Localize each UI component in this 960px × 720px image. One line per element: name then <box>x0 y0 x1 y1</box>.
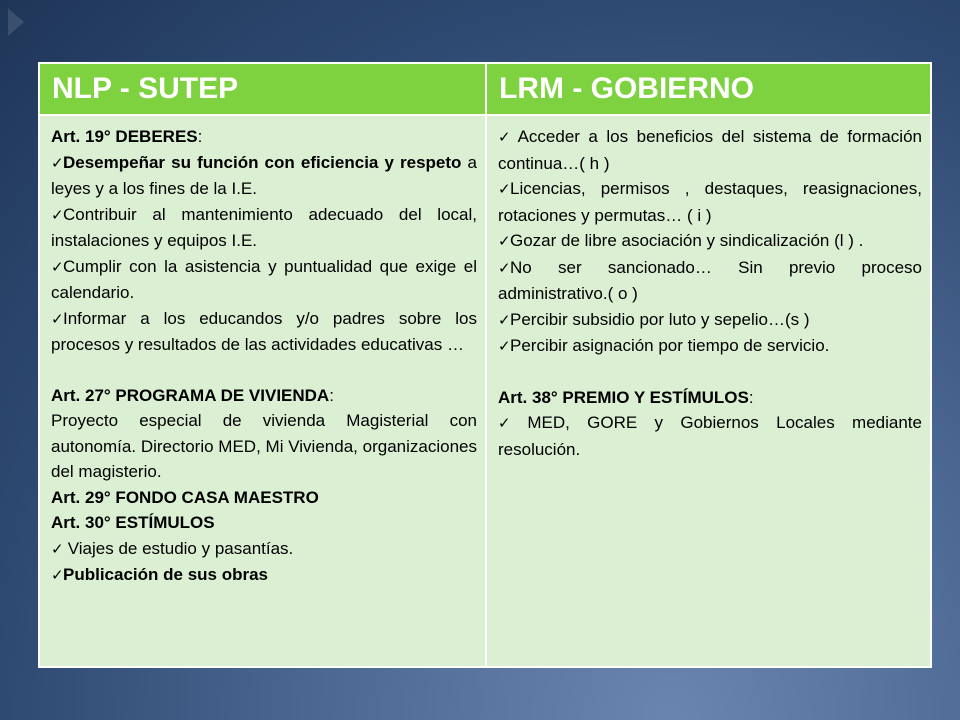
check-icon: ✓ <box>498 181 511 198</box>
list-item: ✓Contribuir al mantenimiento adecuado del local, instalaciones y equipos I.E. <box>51 204 477 250</box>
chevron-right-icon <box>0 0 50 60</box>
list-item: ✓ MED, GORE y Gobiernos Locales mediante resolución. <box>498 413 922 459</box>
art19-heading: Art. 19° DEBERES: <box>51 127 203 146</box>
check-icon: ✓ <box>498 415 511 432</box>
check-icon: ✓ <box>498 259 511 277</box>
art38-heading: Art. 38° PREMIO Y ESTÍMULOS: <box>498 387 754 407</box>
table-header-row <box>39 63 931 115</box>
rights-list <box>498 124 922 360</box>
list-item: ✓Informar a los educandos y/o padres sobre los procesos y resultados de las actividades educativas … <box>51 308 477 354</box>
check-icon: ✓ <box>51 154 64 172</box>
art27-heading: Art. 27° PROGRAMA DE VIVIENDA: <box>51 385 334 405</box>
nlp-sutep-cell <box>39 115 486 667</box>
list-item: ✓ Viajes de estudio y pasantías. <box>51 536 477 563</box>
check-icon: ✓ <box>51 567 64 584</box>
check-icon: ✓ <box>498 338 511 355</box>
list-item: ✓No ser sancionado… Sin previo proceso administrativo.( o ) <box>498 257 922 303</box>
check-icon: ✓ <box>498 233 511 250</box>
art27-text: Proyecto especial de vivienda Magisterial con autonomía. Directorio MED, Mi Vivienda, organizaciones del magisterio. <box>51 411 477 481</box>
list-item: ✓ Acceder a los beneficios del sistema de formación continua…( h ) <box>498 127 922 173</box>
check-icon: ✓ <box>51 540 64 558</box>
check-icon: ✓ <box>498 129 511 146</box>
list-item: ✓Gozar de libre asociación y sindicalización (l ) . <box>498 228 922 255</box>
lrm-gobierno-cell <box>486 115 931 667</box>
list-item: ✓Desempeñar su función con eficiencia y respeto a leyes y a los fines de la I.E. <box>51 152 477 198</box>
header-lrm-gobierno: LRM - GOBIERNO <box>486 63 931 115</box>
list-item: ✓Percibir subsidio por luto y sepelio…(s ) <box>498 307 922 334</box>
art30-list <box>51 536 477 589</box>
check-icon: ✓ <box>51 206 64 224</box>
art19-list <box>51 150 477 358</box>
list-item: ✓Percibir asignación por tiempo de servicio. <box>498 333 922 360</box>
header-nlp-sutep: NLP - SUTEP <box>39 63 486 115</box>
table-body-row <box>39 115 931 667</box>
list-item: ✓Licencias, permisos , destaques, reasignaciones, rotaciones y permutas… ( i ) <box>498 179 922 225</box>
art38-list <box>498 410 922 462</box>
art30-heading: Art. 30° ESTÍMULOS <box>51 513 215 532</box>
list-item: ✓Cumplir con la asistencia y puntualidad que exige el calendario. <box>51 256 477 302</box>
comparison-table <box>38 62 932 668</box>
list-item: ✓Publicación de sus obras <box>51 562 477 589</box>
art29-heading: Art. 29° FONDO CASA MAESTRO <box>51 487 319 507</box>
check-icon: ✓ <box>51 310 64 328</box>
check-icon: ✓ <box>498 311 511 329</box>
check-icon: ✓ <box>51 258 64 276</box>
